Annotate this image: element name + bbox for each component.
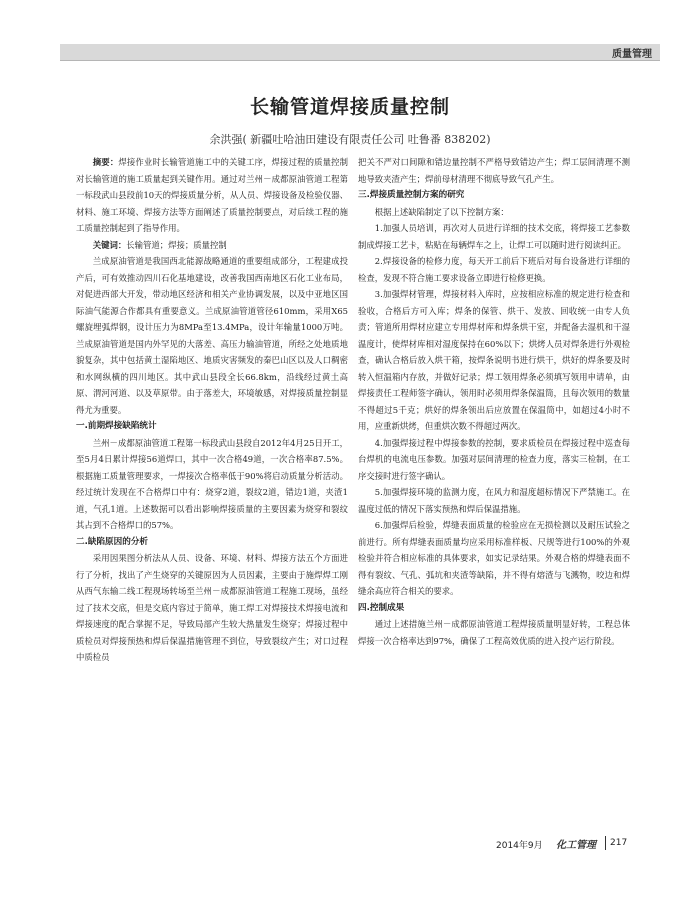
left-column: [76, 154, 348, 666]
issue-date: 2014年9月: [496, 841, 543, 851]
paragraph-plan-intro: 根据上述缺陷制定了以下控制方案：: [374, 206, 509, 217]
heading-results: 四.控制成果: [358, 602, 405, 613]
keywords-text: 长输管道；焊接；质量控制: [126, 239, 227, 250]
abstract-label: 摘要：: [92, 157, 119, 167]
paragraph-plan-1: 1.加强人员培训，再次对人员进行详细的技术交底，将焊接工艺参数制成焊接工艺卡，粘贴在每辆焊车之上，让焊工可以随时进行阅读纠正。: [358, 223, 630, 250]
heading-control-plan: 三.焊接质量控制方案的研究: [358, 190, 465, 200]
journal-name: 化工管理: [556, 840, 596, 851]
paragraph-plan-2: 2.焊接设备的检修力度，每天开工前后下班后对每台设备进行详细的检查，发现不符合施工要求设备立即进行检修更换。: [358, 256, 630, 283]
footer-divider: [605, 836, 606, 850]
article-title: 长输管道焊接质量控制: [249, 96, 450, 118]
keywords-label: 关键词：: [92, 239, 127, 250]
paragraph-defect-causes: 采用因果图分析法从人员、设备、环境、材料、焊接方法五个方面进行了分析，找出了产生烧穿的关键原因为人员因素，主要由于施焊焊工刚从西气东输二线工程现场转场至兰州－成都原油管道工程施工现场，虽经过了技术交底，但是交底内容过于简单，施工焊工对焊接技术焊接电流和焊接速度的配合掌握不足，导致局部产生较大热量发生烧穿；焊接过程中质检员对焊接预热和焊后保温措施管理不到位，导致裂纹产生；对口过程中质检员: [76, 553, 348, 662]
paragraph-plan-4: 4.加强焊接过程中焊接参数的控制，要求质检员在焊接过程中巡查每台焊机的电流电压参数。加强对层间清理的检查力度，落实三检制，在工序交接时进行签字确认。: [358, 437, 630, 481]
paragraph-intro: 兰成原油管道是我国西北能源战略通道的重要组成部分，工程建成投产后，可有效推动四川石化基地建设，改善我国西南地区石化工业布局，对促进西部大开发，带动地区经济和相关产业协调发展，以及中亚地区国际油气能源合作都具有重要意义。兰成原油管道管径610mm，采用X65螺旋埋弧焊钢，设计压力为8MPa至13.4MPa，设计年输量1000万吨。兰成原油管道是国内外罕见的大落差、高压力输油管道，所经之处地质地貌复杂，其中包括黄土湿陷地区、地质灾害频发的秦巴山区以及人口稠密和水网纵横的四川地区。其中武山县段全长66.8km，沿线经过黄土高原、渭河河道、以及草原带。由于落差大，环境敏感，对焊接质量控制显得尤为重要。: [76, 256, 348, 415]
paragraph-results: 通过上述措施兰州－成都原油管道工程焊接质量明显好转，工程总体焊接一次合格率达到97%，确保了工程高效优质的进入投产运行阶段。: [358, 619, 630, 646]
paragraph-causes-continued: 把关不严对口间隙和错边量控制不严格导致错边产生；焊工层间清理不测地导致夹渣产生；焊前母材清理不彻底导致气孔产生。: [358, 157, 630, 184]
author-line: 余洪强( 新疆吐哈油田建设有限责任公司 吐鲁番 838202): [209, 133, 491, 146]
heading-defect-statistics: 一.前期焊接缺陷统计: [76, 421, 157, 431]
paragraph-plan-5: 5.加强焊接环境的监测力度，在风力和湿度超标情况下严禁施工。在温度过低的情况下落实预热和焊后保温措施。: [358, 487, 630, 514]
page-number: 217: [610, 838, 628, 848]
right-column: [358, 154, 630, 649]
section-header-band: [60, 44, 660, 61]
paragraph-defect-statistics: 兰州－成都原油管道工程第一标段武山县段自2012年4月25日开工，至5月4日累计焊接56道焊口，其中一次合格49道，一次合格率87.5%。根据施工质量管理要求，一焊接次合格率低于90%将启动质量分析活动。经过统计发现在不合格焊口中有：烧穿2道，裂纹2道，错边1道，夹渣1道，气孔1道。上述数据可以看出影响焊接质量的主要因素为烧穿和裂纹其占到不合格焊口的57%。: [76, 437, 348, 530]
paragraph-plan-3: 3.加强焊材管理，焊接材料入库时，应按相应标准的规定进行检查和验收，合格后方可入库；焊条的保管、烘干、发放、回收统一由专人负责；管道所用焊材应建立专用焊材库和焊条烘干室，并配备去湿机和干湿温度计，使焊材库相对湿度保持在60%以下；烘烤人员对焊条进行外观检查，确认合格后放入烘干箱，按焊条说明书进行烘干，烘好的焊条要及时转入恒温箱内存放，并做好记录；焊工领用焊条必须填写领用申请单，由焊接责任工程师签字确认，领用时必须用焊条保温筒，且每次领用的数量不得超过5千克；烘好的焊条领出后应放置在保温筒中，如超过4小时不用，应重新烘烤，但重烘次数不得超过两次。: [358, 289, 630, 431]
heading-defect-causes: 二.缺陷原因的分析: [76, 536, 149, 547]
section-label: 质量管理: [612, 49, 652, 60]
abstract-text: 焊接作业时长输管道施工中的关键工序，焊接过程的质量控制对长输管道的施工质量起到关键作用。通过对兰州－成都原油管道工程第一标段武山县段前10天的焊接质量分析，从人员、焊接设备及检验仪器、材料、施工环境、焊接方法等方面阐述了质量控制要点，对后续工程的施工质量控制起到了指导作用。: [76, 157, 349, 233]
paragraph-plan-6: 6.加强焊后检验，焊缝表面质量的检验应在无损检测以及耐压试验之前进行。所有焊缝表面质量均应采用标准样板、尺规等进行100%的外观检验并符合相应标准的具体要求，如实记录结果。外观合格的焊缝表面不得有裂纹、气孔、弧坑和夹渣等缺陷，并不得有熔渣与飞溅物，咬边和焊缝余高应符合相关的要求。: [358, 520, 630, 596]
abstract: [76, 154, 348, 237]
keywords: [76, 237, 348, 254]
